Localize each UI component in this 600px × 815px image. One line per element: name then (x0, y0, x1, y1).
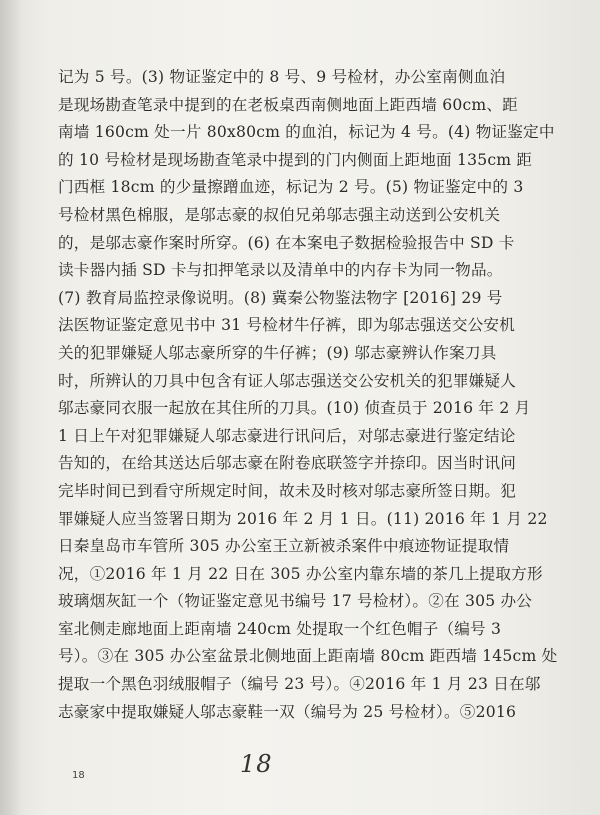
text-line: 时，所辨认的刀具中包含有证人邬志强送交公安机关的犯罪嫌疑人 (58, 371, 517, 390)
text-line: 告知的，在给其送达后邬志豪在附卷底联签字并捺印。因当时讯问 (58, 454, 517, 473)
text-line: 罪嫌疑人应当签署日期为 2016 年 2 月 1 日。(11) 2016 年 1 月 22 (58, 509, 548, 528)
page-edge-shadow (0, 0, 22, 815)
text-line: 号检材黑色棉服，是邬志豪的叔伯兄弟邬志强主动送到公安机关 (58, 205, 501, 224)
text-line: 况，①2016 年 1 月 22 日在 305 办公室内靠东墙的茶几上提取方形 (58, 564, 543, 583)
text-line: 的，是邬志豪作案时所穿。(6) 在本案电子数据检验报告中 SD 卡 (58, 233, 515, 252)
text-line: 记为 5 号。(3) 物证鉴定中的 8 号、9 号检材，办公室南侧血泊 (58, 68, 506, 86)
text-line: 号）。③在 305 办公室盆景北侧地面上距南墙 80cm 距西墙 145cm 处 (58, 647, 558, 666)
text-line: 南墙 160cm 处一片 80x80cm 的血泊，标记为 4 号。(4) 物证鉴定中 (58, 123, 555, 142)
text-line: 玻璃烟灰缸一个（物证鉴定意见书编号 17 号检材）。②在 305 办公 (58, 592, 533, 611)
handwritten-page-number: 18 (240, 750, 273, 778)
text-line: 是现场勘查笔录中提到的在老板桌西南侧地面上距西墙 60cm、距 (58, 95, 518, 114)
text-line: 关的犯罪嫌疑人邬志豪所穿的牛仔裤；(9) 邬志豪辨认作案刀具 (58, 343, 497, 362)
text-line: 法医物证鉴定意见书中 31 号检材牛仔裤，即为邬志强送交公安机 (58, 316, 515, 335)
text-line: 邬志豪同衣服一起放在其住所的刀具。(10) 侦查员于 2016 年 2 月 (58, 399, 531, 418)
text-line: 1 日上午对犯罪嫌疑人邬志豪进行讯问后，对邬志豪进行鉴定结论 (58, 426, 516, 445)
text-line: 完毕时间已到看守所规定时间，故未及时核对邬志豪所签日期。犯 (58, 481, 517, 500)
text-line: (7) 教育局监控录像说明。(8) 冀秦公物鉴法物字 [2016] 29 号 (58, 288, 503, 307)
text-line: 室北侧走廊地面上距南墙 240cm 处提取一个红色帽子（编号 3 (58, 619, 502, 638)
text-line: 读卡器内插 SD 卡与扣押笔录以及清单中的内存卡为同一物品。 (58, 261, 503, 280)
text-line: 志豪家中提取嫌疑人邬志豪鞋一双（编号为 25 号检材）。⑤2016 (58, 702, 517, 721)
text-line: 提取一个黑色羽绒服帽子（编号 23 号）。④2016 年 1 月 23 日在邬 (58, 675, 541, 694)
text-line: 门西框 18cm 的少量擦蹭血迹，标记为 2 号。(5) 物证鉴定中的 3 (58, 178, 524, 197)
text-line: 日秦皇岛市车管所 305 办公室王立新被杀案件中痕迹物证提取情 (58, 537, 510, 556)
text-line: 的 10 号检材是现场勘查笔录中提到的门内侧面上距地面 135cm 距 (58, 150, 533, 169)
document-body (58, 64, 568, 726)
printed-page-number: 18 (72, 770, 85, 781)
